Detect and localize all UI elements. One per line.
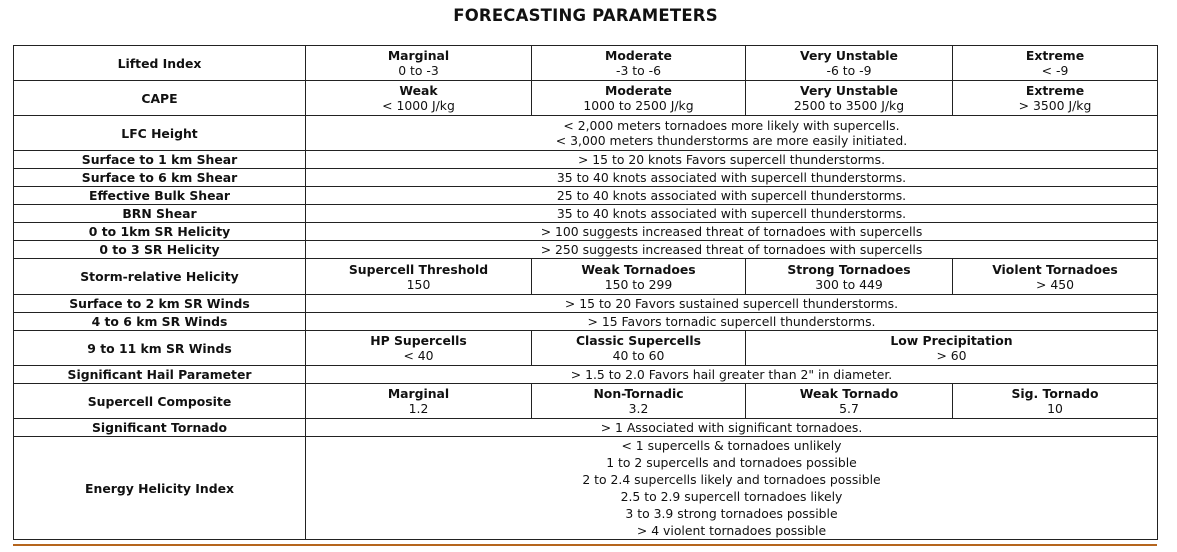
category-cell <box>532 259 746 295</box>
row-lifted-index <box>14 46 1158 81</box>
description-cell <box>306 437 1158 540</box>
description-cell: > 100 suggests increased threat of tornadoes with supercells <box>306 223 1158 241</box>
category-heading: Extreme <box>1025 83 1085 98</box>
category-cell <box>532 81 746 116</box>
description-cell: 25 to 40 knots associated with supercell thunderstorms. <box>306 187 1158 205</box>
description-line: < 2,000 meters tornadoes more likely with supercells. <box>563 118 900 133</box>
category-heading: Classic Supercells <box>575 333 702 348</box>
category-cell <box>306 384 532 419</box>
category-value: 10 <box>1047 401 1063 416</box>
category-cell <box>746 81 953 116</box>
category-value: -6 to -9 <box>826 63 872 78</box>
category-value: 2500 to 3500 J/kg <box>793 98 905 113</box>
row-cape <box>14 81 1158 116</box>
category-heading: Weak Tornadoes <box>581 261 696 277</box>
row-label: Effective Bulk Shear <box>14 187 306 205</box>
forecasting-parameters-table <box>13 45 1158 540</box>
category-value: 1000 to 2500 J/kg <box>583 98 694 113</box>
category-cell <box>746 331 1158 366</box>
description-line: < 1 supercells & tornadoes unlikely <box>621 438 842 453</box>
row-significant-tornado <box>14 419 1158 437</box>
category-cell <box>746 46 953 81</box>
row-label: CAPE <box>14 81 306 116</box>
category-cell <box>953 384 1158 419</box>
description-cell: 35 to 40 knots associated with supercell thunderstorms. <box>306 169 1158 187</box>
category-cell <box>746 259 953 295</box>
description-line: < 3,000 meters thunderstorms are more easily initiated. <box>555 133 908 148</box>
row-label: Supercell Composite <box>14 384 306 419</box>
row-label: Significant Hail Parameter <box>14 366 306 384</box>
row-label: Storm-relative Helicity <box>14 259 306 295</box>
row-sr-helicity-1km <box>14 223 1158 241</box>
description-cell: > 15 Favors tornadic supercell thunderstorms. <box>306 313 1158 331</box>
category-cell <box>532 46 746 81</box>
row-label: 0 to 1km SR Helicity <box>14 223 306 241</box>
category-heading: Very Unstable <box>800 48 898 63</box>
category-heading: Violent Tornadoes <box>992 261 1118 277</box>
category-heading: Marginal <box>387 48 450 63</box>
row-sr-winds-9-11 <box>14 331 1158 366</box>
row-label: 0 to 3 SR Helicity <box>14 241 306 259</box>
category-value: 1.2 <box>408 401 429 416</box>
category-cell <box>306 259 532 295</box>
category-heading: Strong Tornadoes <box>787 261 911 277</box>
category-value: 3.2 <box>628 401 649 416</box>
category-cell <box>532 384 746 419</box>
category-cell <box>306 46 532 81</box>
description-line: 3 to 3.9 strong tornadoes possible <box>625 506 838 521</box>
row-surface-1km-shear <box>14 151 1158 169</box>
category-cell <box>306 331 532 366</box>
category-cell <box>306 81 532 116</box>
description-cell: > 15 to 20 Favors sustained supercell thunderstorms. <box>306 295 1158 313</box>
category-heading: Extreme <box>1025 48 1085 63</box>
category-value: 150 <box>406 276 431 292</box>
description-cell: > 250 suggests increased threat of tornadoes with supercells <box>306 241 1158 259</box>
category-heading: Moderate <box>605 83 672 98</box>
row-surface-6km-shear <box>14 169 1158 187</box>
row-lfc-height <box>14 116 1158 151</box>
category-cell <box>953 259 1158 295</box>
row-supercell-composite <box>14 384 1158 419</box>
category-heading: Supercell Threshold <box>348 261 489 277</box>
description-line: 2 to 2.4 supercells likely and tornadoes possible <box>582 472 881 487</box>
bottom-divider <box>13 544 1157 546</box>
description-cell: > 15 to 20 knots Favors supercell thunderstorms. <box>306 151 1158 169</box>
row-label: Surface to 1 km Shear <box>14 151 306 169</box>
description-line: > 4 violent tornadoes possible <box>636 523 827 538</box>
description-cell: > 1 Associated with significant tornadoes. <box>306 419 1158 437</box>
row-brn-shear <box>14 205 1158 223</box>
row-sr-winds-4-6 <box>14 313 1158 331</box>
row-label: Lifted Index <box>14 46 306 81</box>
category-heading: Weak <box>399 83 438 98</box>
category-value: 5.7 <box>839 401 859 416</box>
description-cell: 35 to 40 knots associated with supercell thunderstorms. <box>306 205 1158 223</box>
category-value: > 3500 J/kg <box>1018 98 1092 113</box>
category-value: < 1000 J/kg <box>382 98 455 113</box>
row-significant-hail <box>14 366 1158 384</box>
description-cell <box>306 116 1158 151</box>
category-value: 150 to 299 <box>604 276 673 292</box>
category-value: 40 to 60 <box>612 348 665 363</box>
row-surface-2km-sr-winds <box>14 295 1158 313</box>
category-value: -3 to -6 <box>615 63 662 78</box>
category-value: > 60 <box>936 348 967 363</box>
category-heading: Non-Tornadic <box>593 386 684 401</box>
row-storm-relative-helicity <box>14 259 1158 295</box>
category-cell <box>746 384 953 419</box>
row-label: Significant Tornado <box>14 419 306 437</box>
category-heading: Marginal <box>387 386 450 401</box>
category-value: < 40 <box>403 348 434 363</box>
category-heading: Very Unstable <box>800 83 898 98</box>
row-label: LFC Height <box>14 116 306 151</box>
row-label: Surface to 6 km Shear <box>14 169 306 187</box>
description-line: 1 to 2 supercells and tornadoes possible <box>606 455 857 470</box>
category-value: 0 to -3 <box>398 63 439 78</box>
category-value: < -9 <box>1041 63 1069 78</box>
category-heading: Sig. Tornado <box>1011 386 1099 401</box>
row-sr-helicity-3 <box>14 241 1158 259</box>
description-line: 2.5 to 2.9 supercell tornadoes likely <box>620 489 843 504</box>
row-label: 9 to 11 km SR Winds <box>14 331 306 366</box>
page-title: FORECASTING PARAMETERS <box>453 6 718 25</box>
row-label: Energy Helicity Index <box>14 437 306 540</box>
row-label: BRN Shear <box>14 205 306 223</box>
category-value: 300 to 449 <box>815 276 883 292</box>
category-cell <box>953 46 1158 81</box>
category-value: > 450 <box>1036 276 1074 292</box>
category-heading: Weak Tornado <box>799 386 899 401</box>
row-effective-bulk-shear <box>14 187 1158 205</box>
row-label: 4 to 6 km SR Winds <box>14 313 306 331</box>
category-cell <box>532 331 746 366</box>
category-cell <box>953 81 1158 116</box>
category-heading: Moderate <box>605 48 672 63</box>
category-heading: HP Supercells <box>370 333 467 348</box>
category-heading: Low Precipitation <box>890 333 1013 348</box>
row-label: Surface to 2 km SR Winds <box>14 295 306 313</box>
row-energy-helicity-index <box>14 437 1158 540</box>
description-cell: > 1.5 to 2.0 Favors hail greater than 2" in diameter. <box>306 366 1158 384</box>
